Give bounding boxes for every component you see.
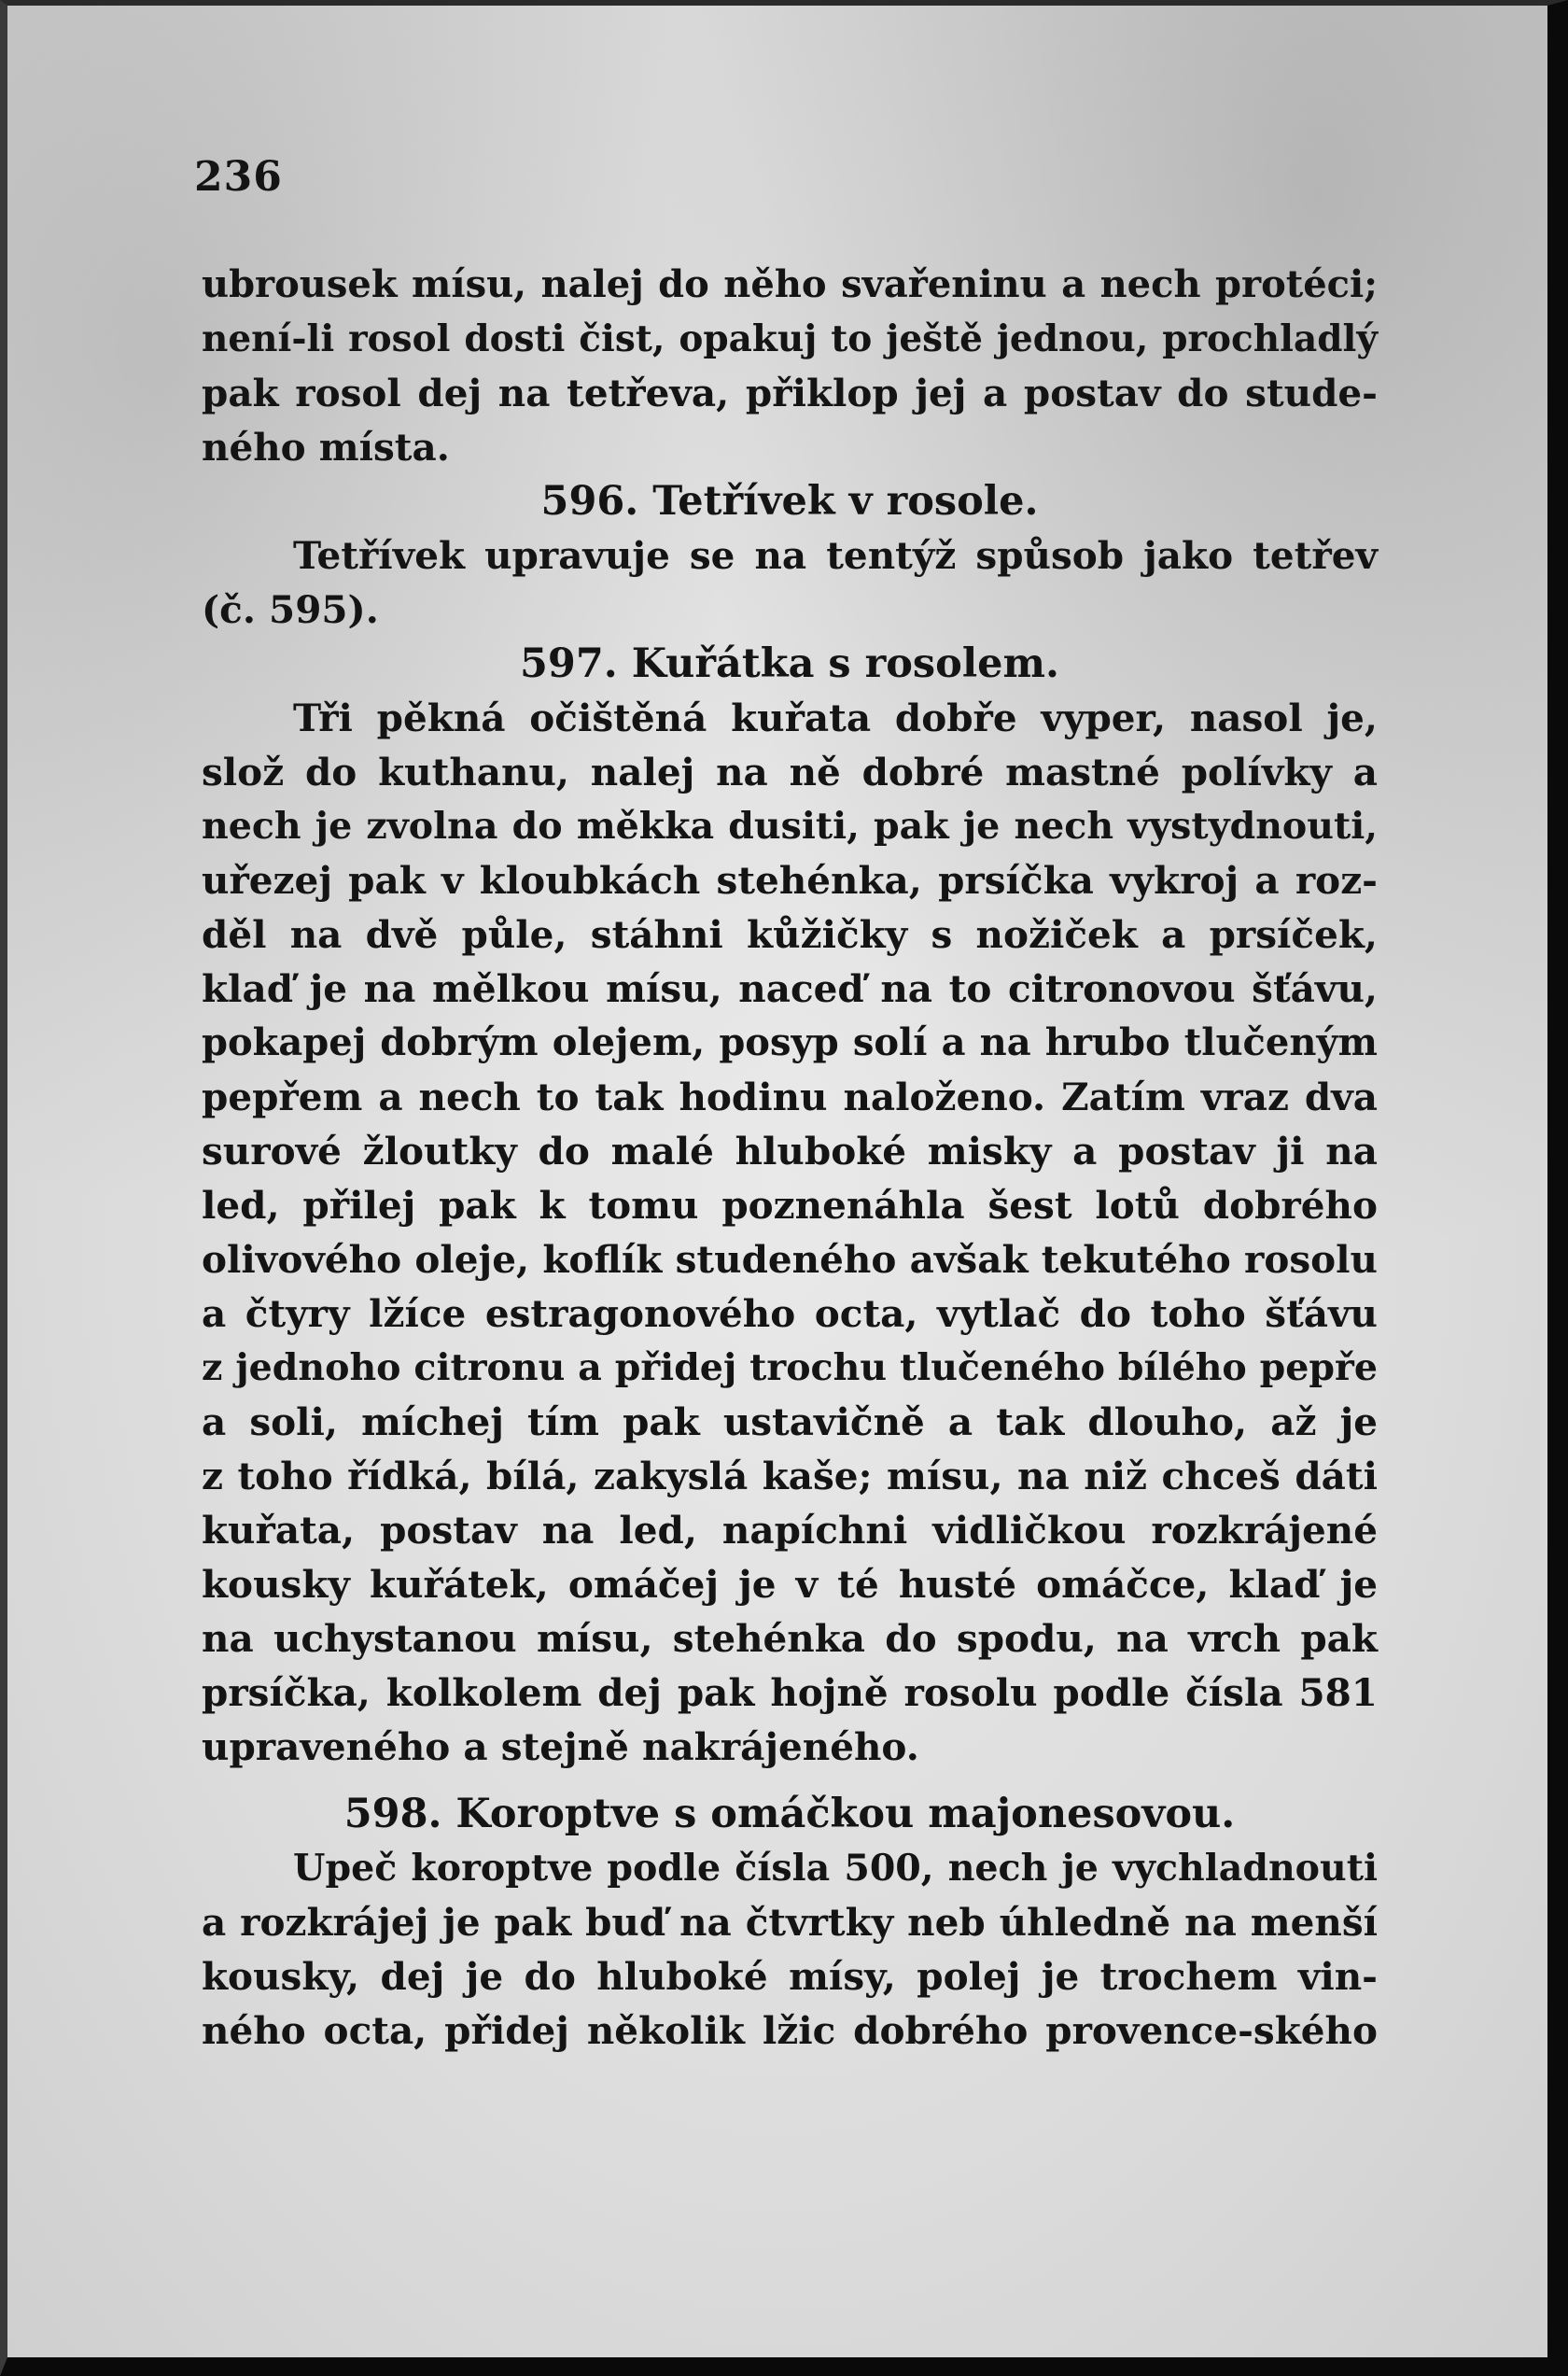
recipe-598 xyxy=(202,1787,1378,2058)
text-line: není-li rosol dosti čist, opakuj to ještě jednou, prochladlý xyxy=(202,317,1378,360)
text-line: pak rosol dej na tetřeva, přiklop jej a postav do stude- xyxy=(202,371,1378,415)
recipe-title: 597. Kuřátka s rosolem. xyxy=(520,640,1059,687)
recipe-597 xyxy=(202,637,1378,1774)
text-line: prsíčka, kolkolem dej pak hojně rosolu podle čísla 581 xyxy=(202,1670,1378,1715)
recipe-596 xyxy=(202,474,1378,637)
text-line: led, přilej pak k tomu poznenáhla šest lotů dobrého xyxy=(202,1183,1378,1228)
text-line: a soli, míchej tím pak ustavičně a tak dlouho, až je xyxy=(202,1399,1378,1444)
text-line: slož do kuthanu, nalej na ně dobré mastné polívky a xyxy=(202,750,1378,794)
recipe-title: 598. Koroptve s omáčkou majonesovou. xyxy=(343,1791,1236,1837)
text-line: ubrousek mísu, nalej do něho svařeninu a nech protéci; xyxy=(202,262,1378,306)
text-line: ného octa, přidej několik lžic dobrého provence-ského xyxy=(202,2008,1378,2053)
text-line: děl na dvě půle, stáhni kůžičky s nožiček a prsíček, xyxy=(202,912,1378,957)
text-line: pokapej dobrým olejem, posyp solí a na hrubo tlučeným xyxy=(202,1020,1378,1064)
text-line: Upeč koroptve podle čísla 500, nech je vychladnouti xyxy=(293,1847,1378,1890)
text-line: olivového oleje, koflík studeného avšak tekutého rosolu xyxy=(202,1237,1378,1282)
text-line: surové žloutky do malé hluboké misky a postav ji na xyxy=(202,1129,1378,1174)
text-line: (č. 595). xyxy=(202,587,379,632)
text-line: a rozkrájej je pak buď na čtvrtky neb úhledně na menší xyxy=(202,1900,1378,1945)
recipe-title: 596. Tetřívek v rosole. xyxy=(540,478,1039,525)
text-line: z toho řídká, bílá, zakyslá kaše; mísu, na niž chceš dáti xyxy=(202,1454,1378,1498)
page-text xyxy=(202,258,1378,2058)
text-line: ného místa. xyxy=(202,425,450,470)
text-line: pepřem a nech to tak hodinu naloženo. Zatím vraz dva xyxy=(202,1075,1378,1119)
text-line: kuřata, postav na led, napíchni vidličkou rozkrájené xyxy=(202,1508,1378,1553)
text-line: klaď je na mělkou mísu, naceď na to citronovou šťávu, xyxy=(202,966,1378,1011)
page-number: 236 xyxy=(194,153,283,201)
text-line: kousky, dej je do hluboké mísy, polej je trochem vin- xyxy=(202,1954,1378,1999)
text-line: nech je zvolna do měkka dusiti, pak je nech vystydnouti, xyxy=(202,805,1378,848)
text-line: a čtyry lžíce estragonového octa, vytlač do toho šťávu xyxy=(202,1291,1378,1336)
text-line: uřezej pak v kloubkách stehénka, prsíčka vykroj a roz- xyxy=(202,858,1378,903)
text-line: z jednoho citronu a přidej trochu tlučeného bílého pepře xyxy=(202,1346,1378,1389)
text-line: Tři pěkná očištěná kuřata dobře vyper, nasol je, xyxy=(293,696,1378,740)
text-line: upraveného a stejně nakrájeného. xyxy=(202,1724,919,1769)
text-line: kousky kuřátek, omáčej je v té husté omáčce, klaď je xyxy=(202,1562,1378,1607)
text-line: na uchystanou mísu, stehénka do spodu, na vrch pak xyxy=(202,1616,1378,1661)
text-line: Tetřívek upravuje se na tentýž spůsob jako tetřev xyxy=(293,533,1378,578)
